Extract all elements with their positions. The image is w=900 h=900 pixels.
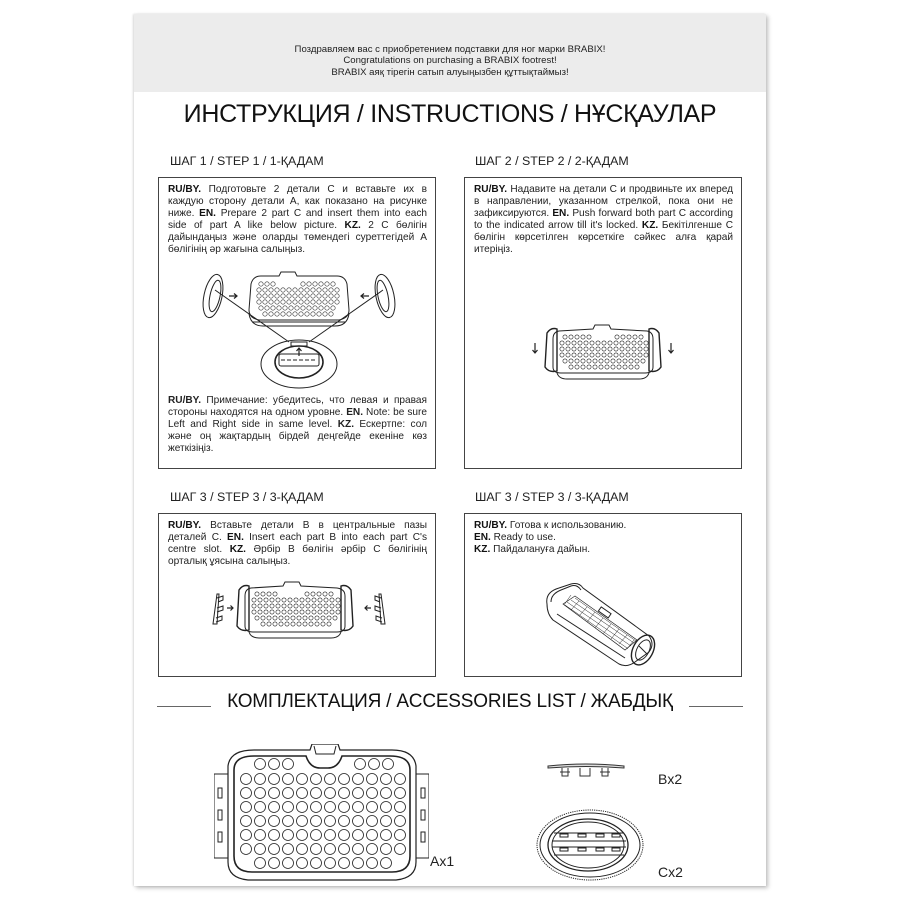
step-4-text: RU/BY. Готова к использованию. EN. Ready to use. KZ. Пайдалануға дайын. [474, 520, 627, 555]
instruction-page [134, 14, 766, 886]
congrats-line-kz: BRABIX аяқ тірегін сатып алуыңызбен құттықтаймыз! [331, 66, 569, 78]
footrest-platform-part-a-icon [214, 744, 429, 884]
footrest-assembled-perspective-icon [541, 574, 665, 670]
step-2-heading: ШАГ 2 / STEP 2 / 2-ҚАДАМ [475, 154, 629, 168]
footrest-push-forward-diagram-icon [531, 323, 675, 381]
clip-part-b-icon [546, 762, 628, 784]
step-2-text: RU/BY. Надавите на детали С и продвиньте их вперед в направлении, указанном стрелкой, пока они не зафиксируются. EN. Push forward both part C according to the indicated arrow till it's locked. KZ. Бекітілгенше С бөлігін көрсетілген көрсеткіге сәйкес алға қарай итеріңіз. [474, 184, 733, 255]
page-title: ИНСТРУКЦИЯ / INSTRUCTIONS / НҰСҚАУЛАР [183, 100, 717, 128]
footrest-insert-side-caps-diagram-icon [199, 266, 399, 392]
step-1-box [158, 177, 436, 469]
step-2-box [464, 177, 742, 469]
congrats-line-en: Congratulations on purchasing a BRABIX footrest! [343, 55, 557, 67]
part-b-quantity: Bx2 [658, 771, 683, 787]
congrats-line-ru: Поздравляем вас с приобретением подставки для ног марки BRABIX! [294, 44, 606, 55]
step-1-heading: ШАГ 1 / STEP 1 / 1-ҚАДАМ [170, 154, 324, 168]
accessories-heading: КОМПЛЕКТАЦИЯ / ACCESSORIES LIST / ЖАБДЫҚ [227, 691, 673, 712]
footrest-insert-part-b-diagram-icon [207, 580, 391, 642]
step-1-text: RU/BY. Подготовьте 2 детали С и вставьте их в каждую сторону детали А, как показано на рисунке ниже. EN. Prepare 2 part C and insert them into each side of part A like below picture. KZ. 2 С бөлігін дайындаңыз және оларды төмендегі суреттегідей А бөлігінің әр жағына салыңыз. [168, 184, 428, 255]
divider-right [689, 706, 743, 707]
step-4-heading: ШАГ 3 / STEP 3 / 3-ҚАДАМ [475, 490, 629, 504]
step-4-box [464, 513, 742, 677]
side-cap-part-c-icon [534, 807, 646, 883]
step-3-text: RU/BY. Вставьте детали В в центральные пазы деталей С. EN. Insert each part B into each part C's centre slot. KZ. Әрбір В бөлігін әрбір С бөлігінің орталық ұясына салыңыз. [168, 520, 427, 567]
step-3-heading: ШАГ 3 / STEP 3 / 3-ҚАДАМ [170, 490, 324, 504]
part-c-quantity: Cx2 [658, 864, 683, 880]
congratulations-message [134, 44, 766, 78]
step-3-box [158, 513, 436, 677]
part-a-quantity: Ax1 [430, 853, 455, 869]
step-1-note: RU/BY. Примечание: убедитесь, что левая и правая стороны находятся на одном уровне. EN. Note: be sure Left and Right side in same level. KZ. Ескертпе: сол және оң жақтардың бірдей деңгейде екеніне көз жеткізіңіз. [168, 395, 427, 454]
